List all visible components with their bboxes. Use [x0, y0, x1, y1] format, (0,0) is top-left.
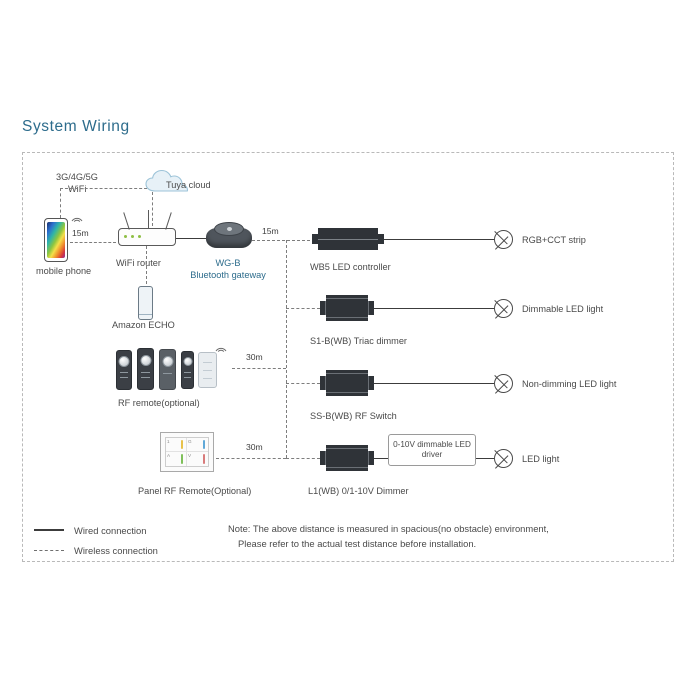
wire-s1b-to-lamp [374, 308, 494, 309]
cloud-caption: Tuya cloud [166, 180, 211, 190]
dimmable-led-lamp-icon [494, 299, 513, 318]
wired-line-swatch [34, 529, 64, 531]
panel-cell-1 [166, 438, 187, 452]
wifi-router-device [118, 228, 176, 246]
router-caption: WiFi router [116, 258, 161, 268]
legend-wired-label: Wired connection [74, 524, 147, 536]
led-driver-label: 0-10V dimmable LED driver [393, 439, 471, 459]
led-light-lamp-icon [494, 449, 513, 468]
wireless-bus-to-l1 [286, 458, 320, 459]
wifi-signal-icon [70, 212, 84, 222]
wire-router-to-gateway [176, 238, 208, 239]
led-driver-box [388, 434, 476, 466]
page-title: System Wiring [22, 118, 130, 135]
distance-gateway-controller: 15m [262, 226, 279, 236]
rgb-cct-strip-label: RGB+CCT strip [522, 235, 586, 245]
rf-remote-3 [159, 349, 176, 390]
panel-cell-4-label: V [188, 453, 192, 458]
panel-cell-3-label: A [167, 453, 171, 458]
panel-cell-4 [187, 452, 208, 466]
phone-caption: mobile phone [36, 266, 92, 276]
l1wb-label: L1(WB) 0/1-10V Dimmer [308, 486, 409, 496]
echo-light-band [139, 314, 152, 315]
panel-cell-1-label: 1 [167, 439, 170, 444]
rf-remote-caption: RF remote(optional) [118, 398, 200, 408]
wireless-bus-to-s1b [286, 308, 320, 309]
phone-screen [47, 222, 65, 258]
note-block [228, 522, 648, 551]
non-dimming-led-label: Non-dimming LED light [522, 379, 617, 389]
gateway-caption-line2: Bluetooth gateway [190, 270, 266, 280]
wireless-panel-to-bus [216, 458, 286, 459]
legend-wireless-label: Wireless connection [74, 544, 158, 556]
note-line-2: Please refer to the actual test distance before installation. [238, 537, 477, 549]
l1wb-inner [325, 448, 369, 468]
note-line-1: Note: The above distance is measured in spacious(no obstacle) environment, [228, 523, 549, 534]
amazon-echo-device [138, 286, 153, 320]
panel-cell-2-label: G [188, 439, 192, 444]
legend [34, 520, 158, 560]
panel-rf-remote-device [160, 432, 214, 472]
wb5-led-controller-device [312, 228, 384, 250]
panel-caption: Panel RF Remote(Optional) [138, 486, 252, 496]
gateway-caption-line1: WG-B [215, 258, 241, 268]
led-light-label: LED light [522, 454, 560, 464]
wireless-line-swatch [34, 550, 64, 551]
mobile-network-label: 3G/4G/5G [56, 172, 98, 182]
wire-driver-to-lamp [476, 458, 494, 459]
wb5-label: WB5 LED controller [310, 262, 391, 272]
wireless-cloud-to-router [152, 192, 153, 226]
distance-phone-router: 15m [72, 228, 89, 238]
distance-rf-remote: 30m [246, 352, 263, 362]
legend-row-wireless [34, 540, 158, 560]
ssb-rf-switch-device [320, 370, 374, 396]
wire-ssb-to-lamp [374, 383, 494, 384]
rf-remote-4 [181, 351, 194, 389]
mobile-phone-device [44, 218, 68, 262]
wireless-rf-remote-to-bus [232, 368, 286, 369]
router-indicator-leds [124, 235, 141, 238]
s1b-inner [325, 298, 369, 318]
wifi-label: WiFi [68, 184, 87, 194]
l1wb-dimmer-device [320, 445, 374, 471]
distance-panel-remote: 30m [246, 442, 263, 452]
rf-remote-1 [116, 350, 132, 390]
rf-signal-icon [214, 342, 228, 352]
router-antenna-center [148, 210, 149, 228]
echo-caption: Amazon ECHO [112, 320, 175, 330]
dimmable-led-label: Dimmable LED light [522, 304, 604, 314]
rf-remote-group [112, 346, 230, 392]
panel-cell-2 [187, 438, 208, 452]
legend-row-wired [34, 520, 158, 540]
non-dimming-led-lamp-icon [494, 374, 513, 393]
panel-button-grid [165, 437, 209, 467]
wireless-phone-to-cloud-vertical [60, 188, 61, 218]
bluetooth-gateway-device [206, 222, 252, 248]
panel-cell-3 [166, 452, 187, 466]
wireless-phone-to-router [70, 242, 116, 243]
s1b-triac-dimmer-device [320, 295, 374, 321]
rf-remote-2 [137, 348, 154, 390]
wireless-router-to-echo [146, 246, 147, 284]
wire-wb5-to-strip [384, 239, 494, 240]
gateway-led [227, 227, 232, 231]
rf-remote-5 [198, 352, 217, 388]
ssb-label: SS-B(WB) RF Switch [310, 411, 397, 421]
wireless-gateway-to-wb5 [252, 240, 310, 241]
wb5-stripe [318, 239, 378, 240]
wireless-gateway-bus [286, 240, 287, 458]
rgb-cct-strip-lamp-icon [494, 230, 513, 249]
ssb-inner [325, 373, 369, 393]
s1b-label: S1-B(WB) Triac dimmer [310, 336, 407, 346]
wireless-phone-to-cloud-horizontal [60, 188, 152, 189]
wireless-bus-to-ssb [286, 383, 320, 384]
